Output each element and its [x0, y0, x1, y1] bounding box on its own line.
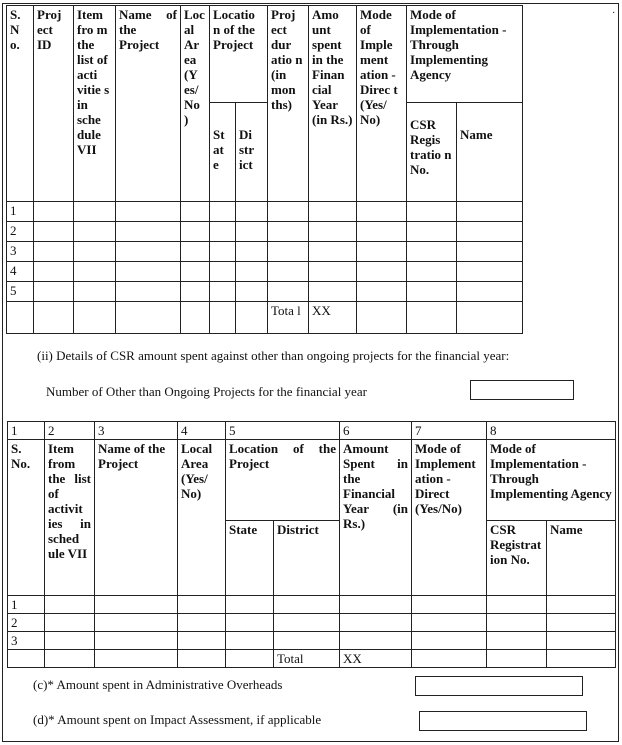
- header-csr-registration: CSR Registrat ion No.: [487, 521, 547, 596]
- row-number: 2: [8, 614, 45, 632]
- ongoing-projects-table: [6, 5, 523, 334]
- header-mode-agency: Mode of Implementation - Through Implementing Agency: [407, 6, 523, 103]
- col-number: 7: [412, 422, 487, 440]
- header-item: Item from the list of activit ies in sched ule VII: [45, 440, 95, 596]
- total-row: [8, 650, 616, 668]
- header-item: Item fro m the list of acti vitie s in sche dule VII: [74, 6, 116, 202]
- header-amount: Amo unt spent in the Finan cial Year (in Rs.): [309, 6, 357, 202]
- table-row: [7, 202, 523, 222]
- admin-overheads-label: (c)* Amount spent in Administrative Overheads: [33, 677, 283, 692]
- header-state: State: [226, 521, 274, 596]
- impact-assessment-label: (d)* Amount spent on Impact Assessment, if applicable: [33, 712, 322, 727]
- col-number: 2: [45, 422, 95, 440]
- row-number: 3: [7, 242, 34, 262]
- total-value: XX: [340, 650, 412, 668]
- col-number: 1: [8, 422, 45, 440]
- header-duration: Proj ect dur atio n (in mon ths): [268, 6, 309, 202]
- total-label: Total: [274, 650, 340, 668]
- other-projects-count-label: Number of Other than Ongoing Projects for the financial year: [46, 384, 367, 399]
- table-row: [7, 222, 523, 242]
- total-label: Tota l: [268, 302, 309, 334]
- header-state: St at e: [210, 103, 236, 202]
- table-row: [8, 614, 616, 632]
- header-location: Locatio n of the Project: [210, 6, 268, 103]
- header-mode-direct: Mode of Imple ment ation - Direc t (Yes/ No): [357, 6, 407, 202]
- other-projects-table: [7, 421, 616, 668]
- header-location: Location of the Project: [226, 440, 340, 521]
- table-row: [8, 596, 616, 614]
- table-row: [7, 242, 523, 262]
- row-number: 1: [7, 202, 34, 222]
- section-ii-heading: (ii) Details of CSR amount spent against other than ongoing projects for the financial year:: [37, 348, 510, 363]
- header-mode-direct: Mode of Implement ation - Direct (Yes/No): [412, 440, 487, 596]
- header-csr-registration: CSR Regis tratio n No.: [407, 103, 457, 202]
- table-row: [7, 282, 523, 302]
- header-project-name: Name of the Project: [95, 440, 178, 596]
- col-number: 5: [226, 422, 340, 440]
- header-local-area: Local Area (Yes/ No): [178, 440, 226, 596]
- col-number: 8: [487, 422, 616, 440]
- total-value: XX: [309, 302, 357, 334]
- header-district: District: [274, 521, 340, 596]
- stray-dot: ·: [612, 8, 616, 19]
- column-number-row: [8, 422, 616, 440]
- col-number: 3: [95, 422, 178, 440]
- row-number: 4: [7, 262, 34, 282]
- header-sno: S. No.: [8, 440, 45, 596]
- total-row: [7, 302, 523, 334]
- row-number: 2: [7, 222, 34, 242]
- col-number: 4: [178, 422, 226, 440]
- row-number: 3: [8, 632, 45, 650]
- header-sno: S. N o.: [7, 6, 34, 202]
- table-row: [8, 632, 616, 650]
- row-number: 5: [7, 282, 34, 302]
- header-agency-name: Name: [547, 521, 616, 596]
- header-mode-agency: Mode of Implementation - Through Implementing Agency: [487, 440, 616, 521]
- impact-assessment-input[interactable]: [419, 711, 587, 731]
- other-projects-count-input[interactable]: [470, 380, 574, 400]
- col-number: 6: [340, 422, 412, 440]
- header-local-area: Loc al Ar ea (Y es/ No ): [181, 6, 210, 202]
- header-amount: Amount Spent in the Financial Year (in Rs.): [340, 440, 412, 596]
- row-number: 1: [8, 596, 45, 614]
- table-row: [7, 262, 523, 282]
- header-agency-name: Name: [457, 103, 523, 202]
- header-project-name: Name of the Project: [116, 6, 181, 202]
- header-project-id: Proj ect ID: [34, 6, 74, 202]
- header-district: Di str ict: [236, 103, 268, 202]
- admin-overheads-input[interactable]: [415, 676, 583, 696]
